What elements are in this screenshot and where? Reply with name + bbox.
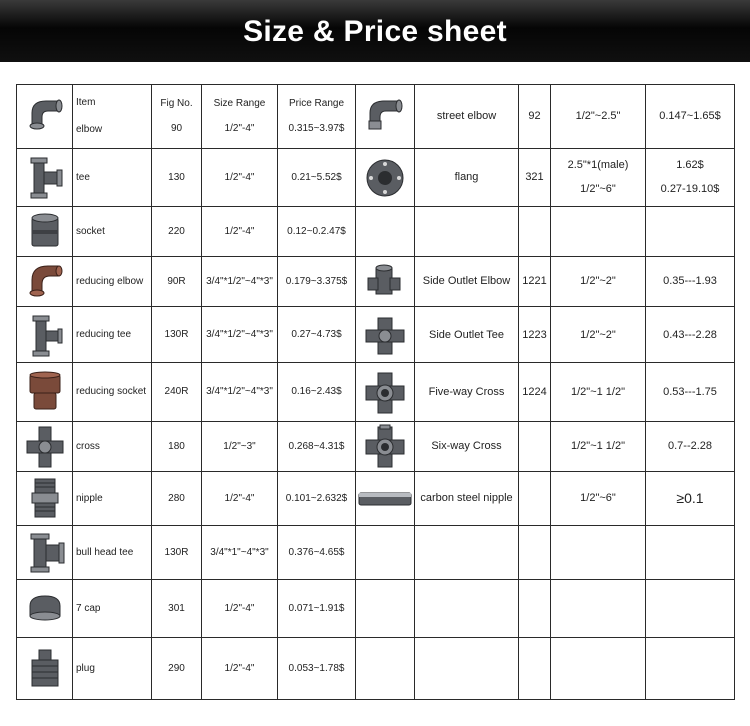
item-image — [17, 580, 73, 638]
price-range: 0.12~0.2.47$ — [278, 206, 356, 256]
item-image — [356, 256, 415, 306]
item-image — [17, 421, 73, 471]
size-range: 1/2"-4" — [202, 471, 278, 525]
side-outlet-elbow-icon — [364, 258, 406, 304]
title-banner — [0, 0, 750, 62]
item-name: street elbow — [415, 85, 519, 149]
size-range: 1/2"-4" — [202, 638, 278, 700]
fig-cell — [152, 85, 202, 149]
empty-cell — [356, 638, 415, 700]
item-image — [356, 421, 415, 471]
fig-number: 321 — [519, 148, 551, 206]
six-way-cross-icon — [364, 423, 406, 469]
price-range: 0.53---1.75 — [646, 363, 735, 421]
item-image — [17, 85, 73, 149]
size-header: Size Range — [213, 98, 266, 110]
item-image — [356, 148, 415, 206]
item-name: tee — [73, 148, 152, 206]
fig-number: 130R — [152, 307, 202, 363]
price-range: ≥0.1 — [646, 471, 735, 525]
tee-fitting-icon — [24, 154, 66, 200]
item-name: Side Outlet Elbow — [415, 256, 519, 306]
fig-number: 301 — [152, 580, 202, 638]
price-range-top: 1.62$ — [676, 159, 704, 172]
reducing-socket-icon — [24, 369, 66, 415]
fig-number — [519, 206, 551, 256]
fig-number: 240R — [152, 363, 202, 421]
price-cell — [278, 85, 356, 149]
empty-cell — [519, 638, 551, 700]
street-elbow-icon — [364, 93, 406, 139]
item-name: elbow — [76, 124, 103, 136]
fig-number — [519, 471, 551, 525]
floor-flange-icon — [364, 154, 406, 200]
price-table — [16, 84, 735, 700]
item-image — [356, 471, 415, 525]
side-outlet-tee-icon — [364, 312, 406, 358]
reducing-tee-icon — [24, 312, 66, 358]
size-range: 1/2"-4" — [202, 148, 278, 206]
item-name: 7 cap — [73, 580, 152, 638]
item-name-cell — [73, 85, 152, 149]
item-name: bull head tee — [73, 525, 152, 579]
item-image — [356, 307, 415, 363]
table-row — [17, 206, 735, 256]
size-range — [551, 206, 646, 256]
empty-cell — [415, 638, 519, 700]
price-range: 0.35---1.93 — [646, 256, 735, 306]
size-range: 1/2"~1 1/2" — [551, 363, 646, 421]
empty-cell — [646, 525, 735, 579]
page-title: Size & Price sheet — [243, 15, 507, 48]
price-range: 0.7--2.28 — [646, 421, 735, 471]
size-range: 1/2"-4" — [202, 206, 278, 256]
size-range: 1/2"-4" — [224, 123, 255, 135]
empty-cell — [551, 638, 646, 700]
item-name: cross — [73, 421, 152, 471]
empty-cell — [519, 525, 551, 579]
cross-fitting-icon — [24, 423, 66, 469]
bull-head-tee-icon — [24, 529, 66, 575]
fig-number: 1221 — [519, 256, 551, 306]
size-range: 1/2"~6" — [580, 183, 616, 196]
empty-cell — [551, 580, 646, 638]
empty-cell — [646, 638, 735, 700]
item-image — [17, 363, 73, 421]
table-row — [17, 638, 735, 700]
item-image — [356, 85, 415, 149]
empty-cell — [519, 580, 551, 638]
fig-number: 280 — [152, 471, 202, 525]
size-range: 3/4"*1/2"~4"*3" — [202, 307, 278, 363]
fig-number: 92 — [519, 85, 551, 149]
empty-cell — [415, 525, 519, 579]
price-range: 0.071~1.91$ — [278, 580, 356, 638]
reducing-elbow-icon — [24, 258, 66, 304]
fig-number: 1223 — [519, 307, 551, 363]
fig-number: 130R — [152, 525, 202, 579]
table-row — [17, 148, 735, 206]
size-range: 3/4"*1/2"~4"*3" — [202, 363, 278, 421]
empty-cell — [356, 525, 415, 579]
item-name: nipple — [73, 471, 152, 525]
table-row — [17, 307, 735, 363]
item-header: Item — [76, 97, 96, 109]
item-image — [17, 525, 73, 579]
size-range: 1/2"~2.5" — [551, 85, 646, 149]
item-name: plug — [73, 638, 152, 700]
fig-number: 220 — [152, 206, 202, 256]
table-row — [17, 421, 735, 471]
price-range: 0.43---2.28 — [646, 307, 735, 363]
empty-cell — [356, 580, 415, 638]
price-range: 0.16~2.43$ — [278, 363, 356, 421]
carbon-steel-nipple-icon — [357, 475, 413, 521]
price-range: 0.179~3.375$ — [278, 256, 356, 306]
size-range: 3/4"*1"~4"*3" — [202, 525, 278, 579]
socket-fitting-icon — [24, 208, 66, 254]
table-row — [17, 363, 735, 421]
empty-cell — [646, 580, 735, 638]
item-name: reducing tee — [73, 307, 152, 363]
empty-cell — [551, 525, 646, 579]
size-range: 3/4"*1/2"~4"*3" — [202, 256, 278, 306]
empty-cell — [415, 580, 519, 638]
price-range: 0.27-19.10$ — [660, 183, 720, 196]
item-name — [415, 206, 519, 256]
item-image — [17, 638, 73, 700]
item-name: reducing socket — [73, 363, 152, 421]
item-image — [17, 148, 73, 206]
item-image — [17, 307, 73, 363]
size-range-cell — [551, 148, 646, 206]
price-range: 0.21~5.52$ — [278, 148, 356, 206]
fig-number — [519, 421, 551, 471]
price-range: 0.053~1.78$ — [278, 638, 356, 700]
price-range: 0.147~1.65$ — [646, 85, 735, 149]
item-name: Side Outlet Tee — [415, 307, 519, 363]
size-range: 1/2"~3" — [202, 421, 278, 471]
fig-header: Fig No. — [160, 98, 193, 110]
item-name: Six-way Cross — [415, 421, 519, 471]
fig-number: 1224 — [519, 363, 551, 421]
item-image — [17, 471, 73, 525]
size-range: 1/2"~2" — [551, 307, 646, 363]
price-range — [646, 206, 735, 256]
size-range: 1/2"~6" — [551, 471, 646, 525]
size-range: 1/2"~2" — [551, 256, 646, 306]
item-image — [356, 206, 415, 256]
size-range: 1/2"-4" — [202, 580, 278, 638]
table-row — [17, 256, 735, 306]
nipple-fitting-icon — [24, 475, 66, 521]
fig-number: 130 — [152, 148, 202, 206]
item-name: Five-way Cross — [415, 363, 519, 421]
table-row — [17, 525, 735, 579]
item-name: flang — [415, 148, 519, 206]
item-name: socket — [73, 206, 152, 256]
price-range: 0.315~3.97$ — [288, 123, 345, 135]
table-row — [17, 471, 735, 525]
item-image — [17, 256, 73, 306]
plug-fitting-icon — [24, 646, 66, 692]
price-range: 0.27~4.73$ — [278, 307, 356, 363]
price-range: 0.268~4.31$ — [278, 421, 356, 471]
price-range-cell — [646, 148, 735, 206]
item-image — [17, 206, 73, 256]
size-range-top: 2.5"*1(male) — [567, 159, 629, 172]
price-range: 0.101~2.632$ — [278, 471, 356, 525]
fig-number: 90R — [152, 256, 202, 306]
five-way-cross-icon — [364, 369, 406, 415]
size-cell — [202, 85, 278, 149]
elbow-fitting-icon — [24, 93, 66, 139]
item-name: carbon steel nipple — [415, 471, 519, 525]
item-name: reducing elbow — [73, 256, 152, 306]
table-row — [17, 85, 735, 149]
fig-number: 180 — [152, 421, 202, 471]
size-range: 1/2"~1 1/2" — [551, 421, 646, 471]
price-range: 0.376~4.65$ — [278, 525, 356, 579]
fig-number: 90 — [170, 123, 183, 135]
fig-number: 290 — [152, 638, 202, 700]
item-image — [356, 363, 415, 421]
cap-fitting-icon — [24, 586, 66, 632]
table-row — [17, 580, 735, 638]
price-header: Price Range — [288, 98, 345, 110]
